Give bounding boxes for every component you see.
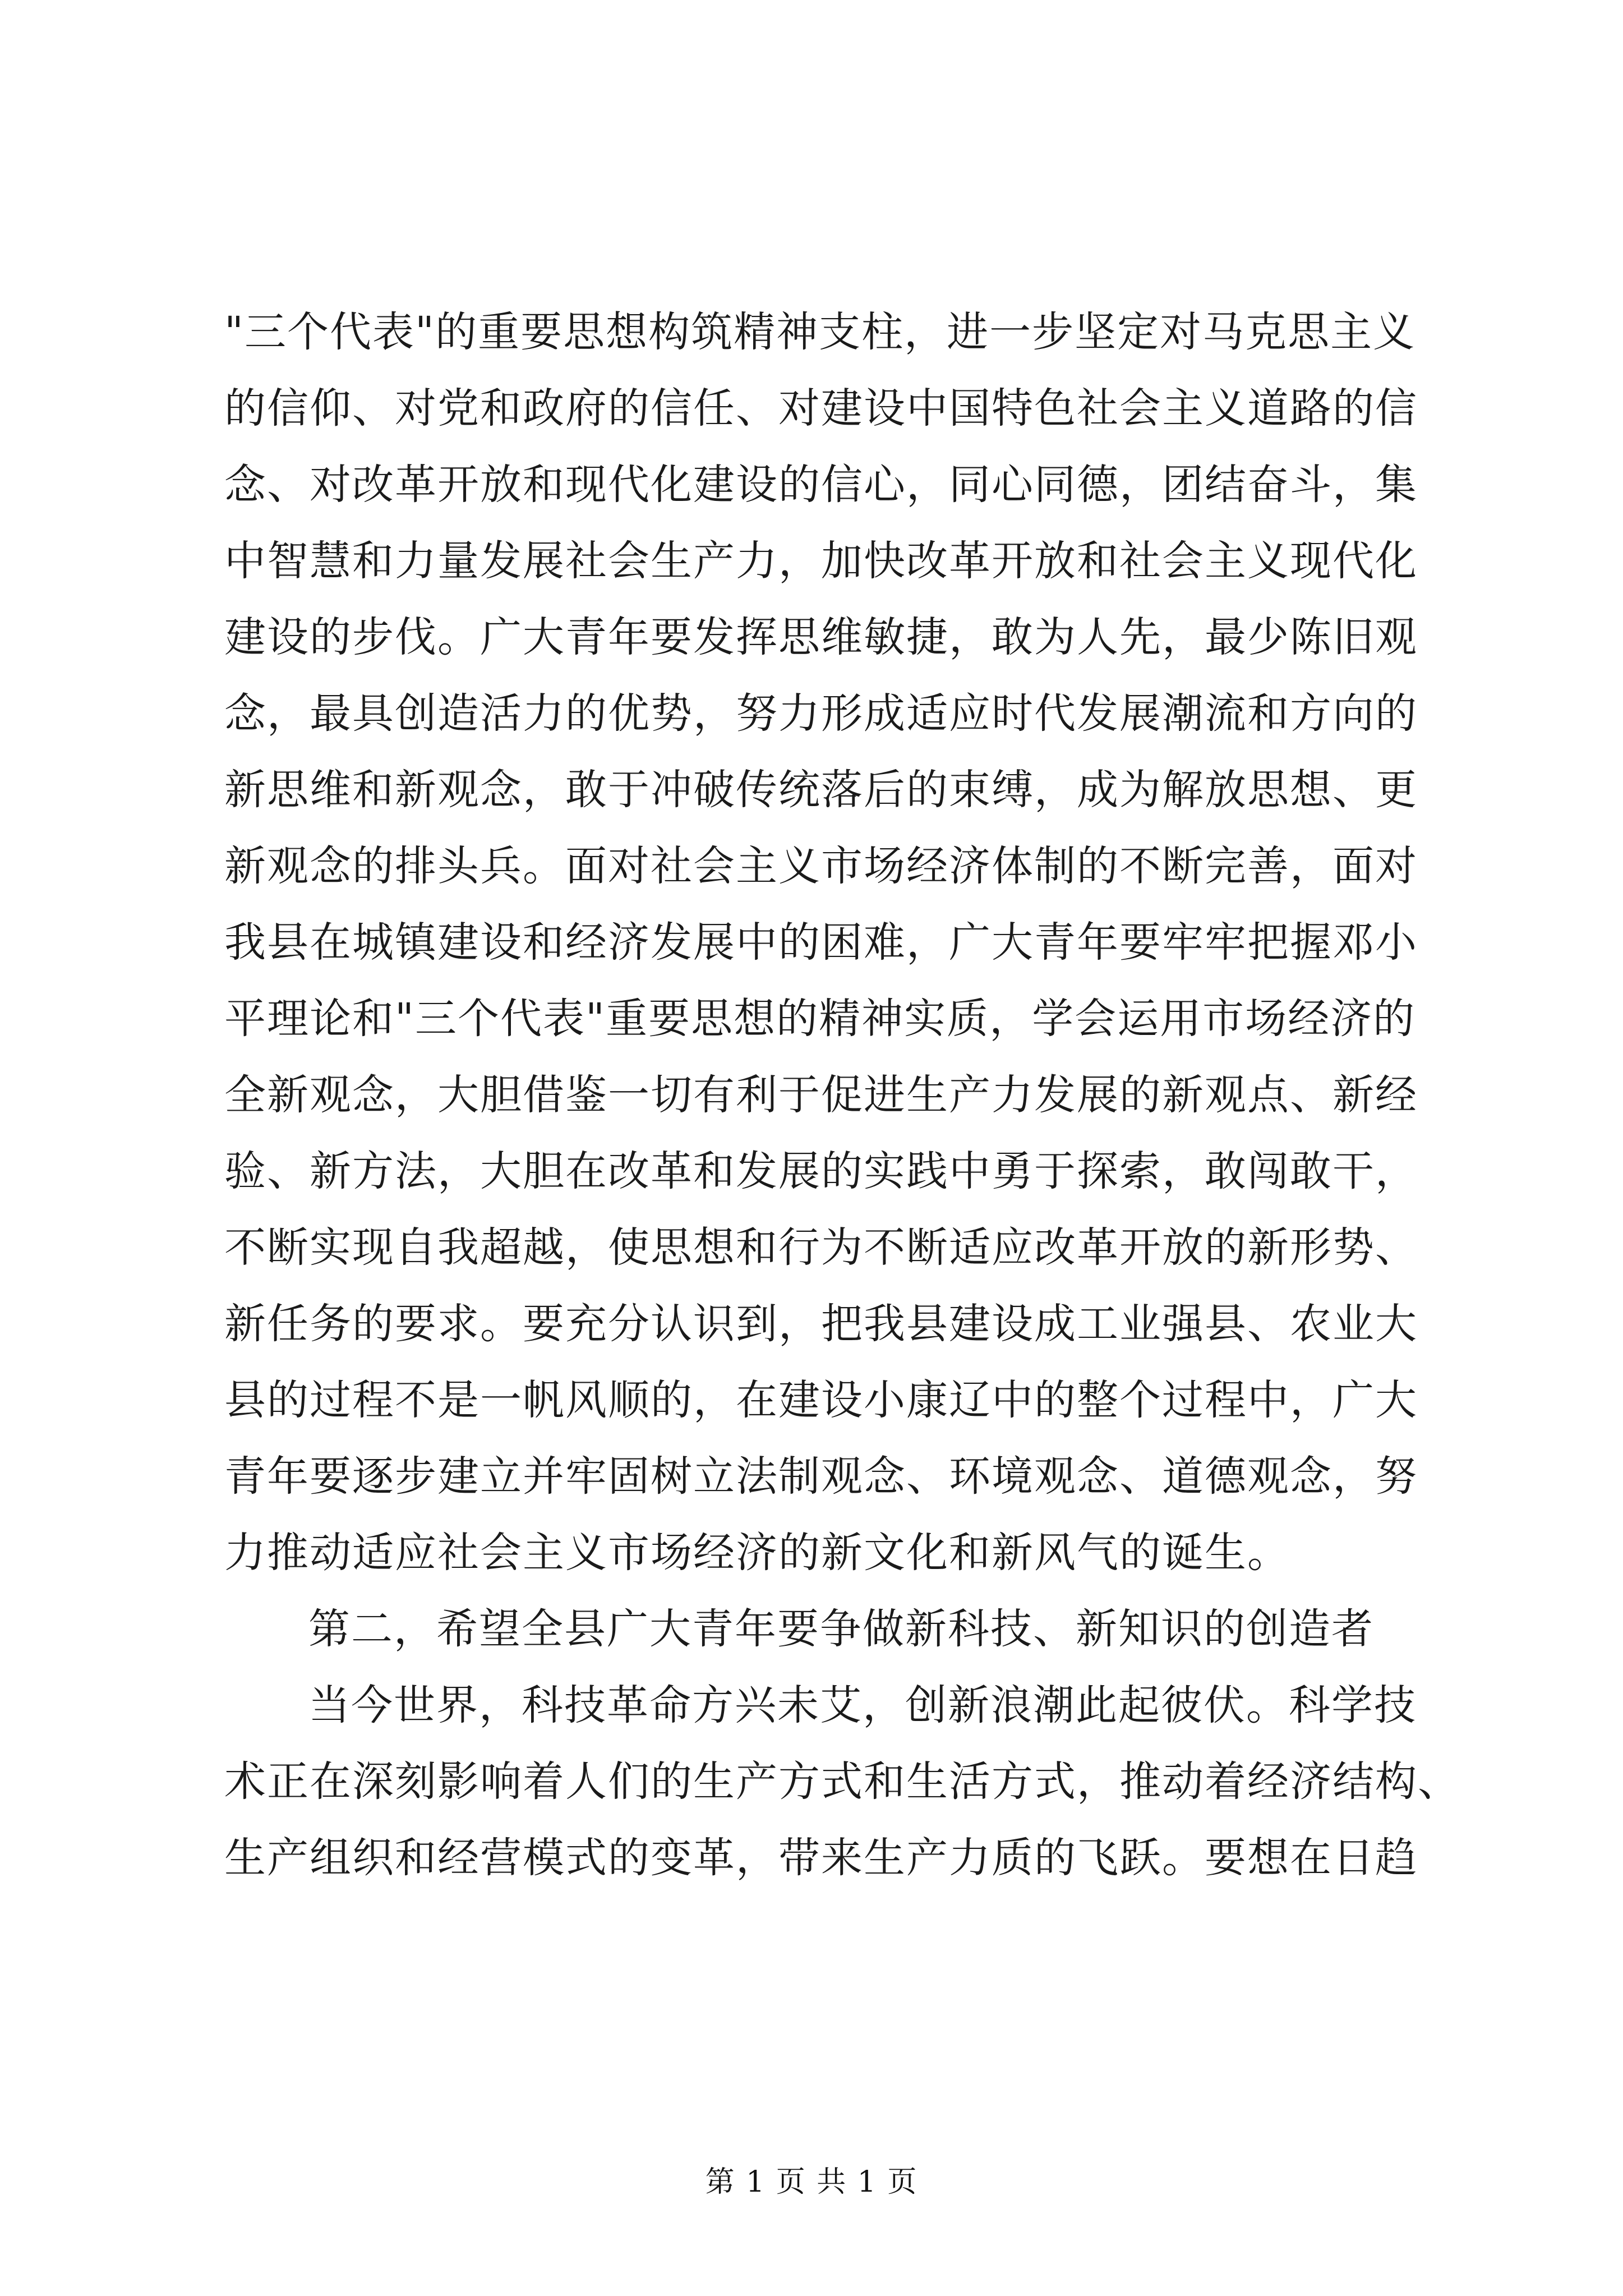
text-line: 县的过程不是一帆风顺的，在建设小康辽中的整个过程中，广大 (224, 1376, 1418, 1424)
text-line: 全新观念，大胆借鉴一切有利于促进生产力发展的新观点、新经 (224, 1071, 1418, 1119)
text-line: "三个代表"的重要思想构筑精神支柱，进一步坚定对马克思主义 (224, 308, 1416, 356)
text-line: 新任务的要求。要充分认识到，把我县建设成工业强县、农业大 (224, 1300, 1418, 1348)
section-heading: 第二，希望全县广大青年要争做新科技、新知识的创造者 (308, 1605, 1374, 1653)
paragraph-first-line: 当今世界，科技革命方兴未艾，创新浪潮此起彼伏。科学技 (308, 1681, 1417, 1729)
text-line: 中智慧和力量发展社会生产力，加快改革开放和社会主义现代化 (224, 537, 1418, 585)
text-line: 青年要逐步建立并牢固树立法制观念、环境观念、道德观念，努 (224, 1452, 1418, 1501)
text-line: 建设的步伐。广大青年要发挥思维敏捷，敢为人先，最少陈旧观 (224, 613, 1418, 661)
text-line: 术正在深刻影响着人们的生产方式和生活方式，推动着经济结构、 (224, 1757, 1460, 1806)
text-line: 验、新方法，大胆在改革和发展的实践中勇于探索，敢闯敢干， (224, 1147, 1418, 1195)
text-line: 不断实现自我超越，使思想和行为不断适应改革开放的新形势、 (224, 1223, 1418, 1272)
text-line: 的信仰、对党和政府的信任、对建设中国特色社会主义道路的信 (224, 384, 1418, 432)
text-line: 念，最具创造活力的优势，努力形成适应时代发展潮流和方向的 (224, 689, 1418, 738)
text-line: 力推动适应社会主义市场经济的新文化和新风气的诞生。 (224, 1529, 1290, 1577)
text-line: 我县在城镇建设和经济发展中的困难，广大青年要牢牢把握邓小 (224, 918, 1418, 967)
body-text (224, 294, 1460, 1896)
page-footer: 第 1 页 共 1 页 (705, 2165, 918, 2199)
text-line: 平理论和"三个代表"重要思想的精神实质，学会运用市场经济的 (224, 995, 1416, 1043)
text-line: 新思维和新观念，敢于冲破传统落后的束缚，成为解放思想、更 (224, 766, 1418, 814)
text-line: 新观念的排头兵。面对社会主义市场经济体制的不断完善，面对 (224, 842, 1418, 890)
text-line: 生产组织和经营模式的变革，带来生产力质的飞跃。要想在日趋 (224, 1834, 1418, 1882)
text-line: 念、对改革开放和现代化建设的信心，同心同德，团结奋斗，集 (224, 461, 1418, 509)
